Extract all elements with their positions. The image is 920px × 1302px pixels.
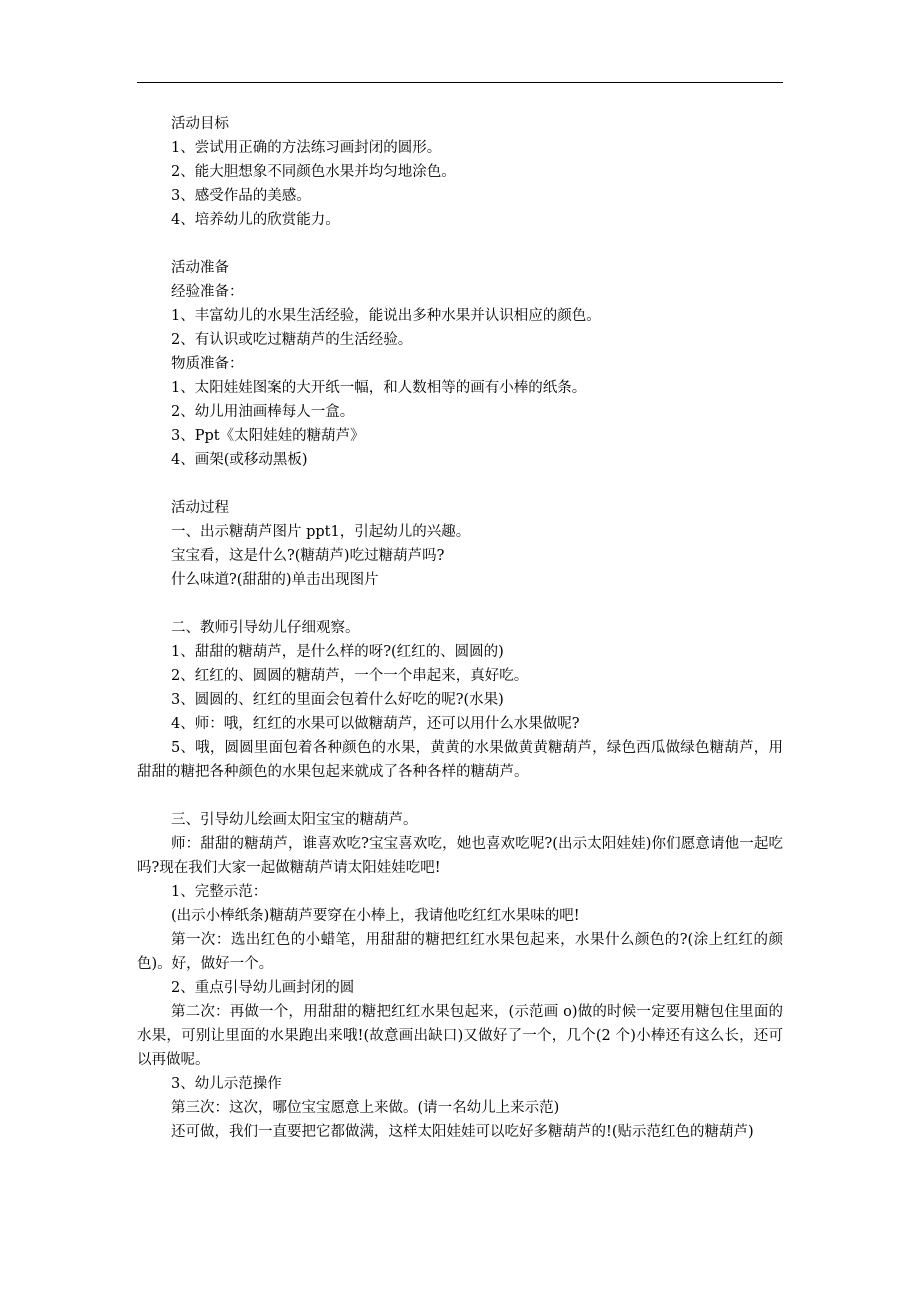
step2-line: 第二次：再做一个，用甜甜的糖把红红水果包起来，(示范画 o)做的时候一定要用糖包住里面的水果，可别让里面的水果跑出来哦!(故意画出缺口)又做好了一个，几个(2 个)小棒还有这么长，还可以再做呢。	[137, 1004, 783, 1068]
prep-heading: 活动准备	[171, 260, 229, 276]
experience-item: 1、丰富幼儿的水果生活经验，能说出多种水果并认识相应的颜色。	[171, 308, 601, 324]
step3-title: 3、幼儿示范操作	[171, 1076, 282, 1092]
step3-line: 第三次：这次，哪位宝宝愿意上来做。(请一名幼儿上来示范)	[171, 1100, 560, 1116]
material-item: 4、画架(或移动黑板)	[171, 452, 308, 468]
step1-line: (出示小棒纸条)糖葫芦要穿在小棒上，我请他吃红红水果味的吧!	[171, 908, 580, 924]
material-item: 1、太阳娃娃图案的大开纸一幅，和人数相等的画有小棒的纸条。	[171, 380, 587, 396]
spacer	[137, 592, 783, 616]
part2-title: 二、教师引导幼儿仔细观察。	[171, 620, 360, 636]
goal-item: 3、感受作品的美感。	[171, 188, 311, 204]
material-item: 3、Ppt《太阳娃娃的糖葫芦》	[171, 428, 365, 444]
step3-line: 还可做，我们一直要把它都做满，这样太阳娃娃可以吃好多糖葫芦的!(贴示范红色的糖葫芦)	[171, 1124, 754, 1140]
part1-title: 一、出示糖葫芦图片 ppt1，引起幼儿的兴趣。	[171, 524, 471, 540]
header-rule	[137, 82, 783, 83]
material-heading: 物质准备：	[171, 356, 244, 372]
part2-item: 4、师：哦，红红的水果可以做糖葫芦，还可以用什么水果做呢?	[171, 716, 580, 732]
goals-heading: 活动目标	[171, 116, 229, 132]
experience-item: 2、有认识或吃过糖葫芦的生活经验。	[171, 332, 413, 348]
part1-line: 宝宝看，这是什么?(糖葫芦)吃过糖葫芦吗?	[171, 548, 445, 564]
part2-item: 5、哦，圆圆里面包着各种颜色的水果，黄黄的水果做黄黄糖葫芦，绿色西瓜做绿色糖葫芦，用甜甜的糖把各种颜色的水果包起来就成了各种各样的糖葫芦。	[137, 740, 783, 780]
experience-heading: 经验准备：	[171, 284, 244, 300]
material-item: 2、幼儿用油画棒每人一盒。	[171, 404, 355, 420]
part3-title: 三、引导幼儿绘画太阳宝宝的糖葫芦。	[171, 812, 418, 828]
document-body	[137, 112, 783, 1144]
part2-item: 2、红红的、圆圆的糖葫芦，一个一个串起来，真好吃。	[171, 668, 529, 684]
spacer	[137, 232, 783, 256]
process-heading: 活动过程	[171, 500, 229, 516]
spacer	[137, 784, 783, 808]
spacer	[137, 472, 783, 496]
step2-title: 2、重点引导幼儿画封闭的圆	[171, 980, 355, 996]
goal-item: 1、尝试用正确的方法练习画封闭的圆形。	[171, 140, 442, 156]
goal-item: 2、能大胆想象不同颜色水果并均匀地涂色。	[171, 164, 456, 180]
part3-intro: 师：甜甜的糖葫芦，谁喜欢吃?宝宝喜欢吃，她也喜欢吃呢?(出示太阳娃娃)你们愿意请他一起吃吗?现在我们大家一起做糖葫芦请太阳娃娃吃吧!	[137, 836, 783, 876]
part2-item: 1、甜甜的糖葫芦，是什么样的呀?(红红的、圆圆的)	[171, 644, 504, 660]
step1-title: 1、完整示范：	[171, 884, 268, 900]
goal-item: 4、培养幼儿的欣赏能力。	[171, 212, 340, 228]
step1-line: 第一次：选出红色的小蜡笔，用甜甜的糖把红红水果包起来，水果什么颜色的?(涂上红红的颜色)。好，做好一个。	[137, 932, 783, 972]
part1-line: 什么味道?(甜甜的)单击出现图片	[171, 572, 379, 588]
part2-item: 3、圆圆的、红红的里面会包着什么好吃的呢?(水果)	[171, 692, 504, 708]
